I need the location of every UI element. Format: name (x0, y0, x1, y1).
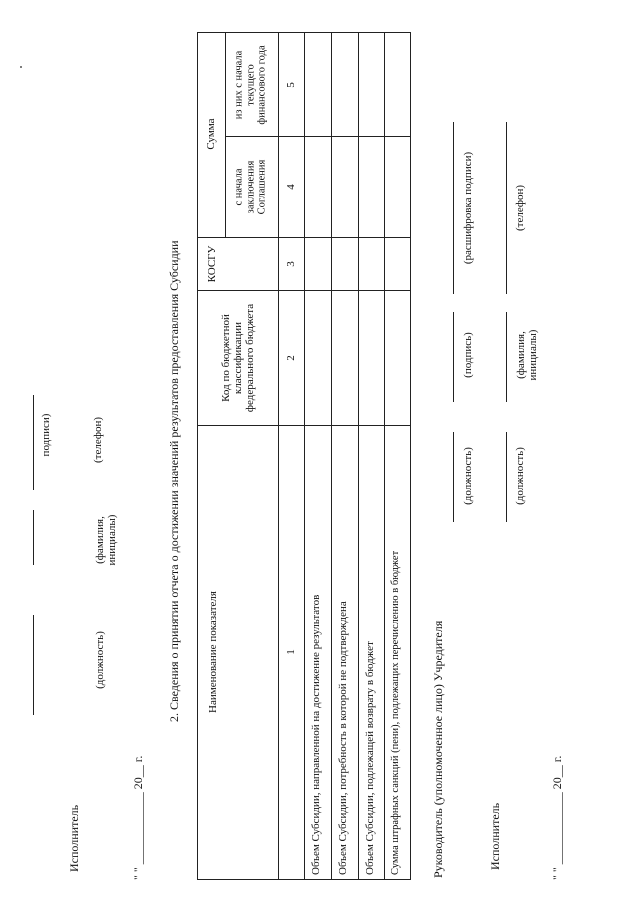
phone-caption: (телефон) (91, 416, 104, 464)
exec-position-line (506, 432, 507, 522)
position-line (33, 615, 34, 715)
scan-speck (20, 66, 22, 68)
head-decoding-line (453, 122, 454, 294)
exec-name-caption: (фамилия, инициалы) (514, 329, 539, 381)
numbers-row-sep (304, 32, 305, 880)
head-signature-caption: (подпись) (461, 332, 474, 378)
header-kosgu: КОСГУ (205, 245, 218, 283)
exec-name-line (506, 312, 507, 402)
sum-subheader-sep (225, 32, 226, 237)
header-budget-code: Код по бюджетной классификации федерального бюджета (219, 303, 257, 413)
section-title: 2. Сведения о принятии отчета о достижении значений результатов предоставления Субсидии (167, 240, 181, 722)
date-line-bottom: " " ____________ 20__ г. (550, 755, 564, 880)
head-position-line (453, 432, 454, 522)
head-label: Руководитель (уполномоченное лицо) Учредителя (431, 620, 445, 878)
header-sum: Сумма (204, 118, 217, 150)
table-row-4: Сумма штрафных санкций (пени), подлежащих перечислению в бюджет (390, 550, 401, 875)
header-from-fiscal-year: из них с начала текущего финансового года (233, 45, 268, 125)
table-row-3: Объем Субсидии, подлежащей возврату в бюджет (364, 641, 376, 875)
row-sep-3 (384, 32, 385, 880)
executor-label: Исполнитель (67, 804, 81, 872)
table-row-2: Объем Субсидии, потребность в которой не подтверждена (337, 601, 349, 875)
head-decoding-caption: (расшифровка подписи) (461, 151, 474, 265)
name-caption: (фамилия, инициалы) (93, 514, 118, 566)
exec-phone-line (506, 122, 507, 294)
col-number-3: 3 (284, 261, 297, 267)
col-number-5: 5 (284, 82, 297, 88)
executor-label-bottom: Исполнитель (488, 802, 502, 870)
header-from-agreement: с начала заключения Соглашения (233, 159, 268, 215)
row-sep-1 (331, 32, 332, 880)
col-number-2: 2 (284, 355, 297, 361)
phone-line (33, 395, 34, 490)
position-caption: (должность) (93, 631, 106, 689)
exec-position-caption: (должность) (513, 447, 526, 505)
head-signature-line (453, 312, 454, 402)
head-position-caption: (должность) (461, 447, 474, 505)
name-line (33, 510, 34, 565)
exec-phone-caption: (телефон) (513, 184, 526, 232)
col-number-4: 4 (284, 184, 297, 190)
row-sep-2 (358, 32, 359, 880)
table-row-1: Объем Субсидии, направленной на достижение результатов (310, 594, 322, 875)
signature-caption-top: подписи) (39, 413, 52, 457)
col-number-1: 1 (284, 649, 297, 655)
header-indicator: Наименование показателя (206, 591, 219, 713)
header-bottom-sep (278, 32, 279, 880)
date-line-top: " " ____________ 20__ г. (131, 755, 145, 880)
